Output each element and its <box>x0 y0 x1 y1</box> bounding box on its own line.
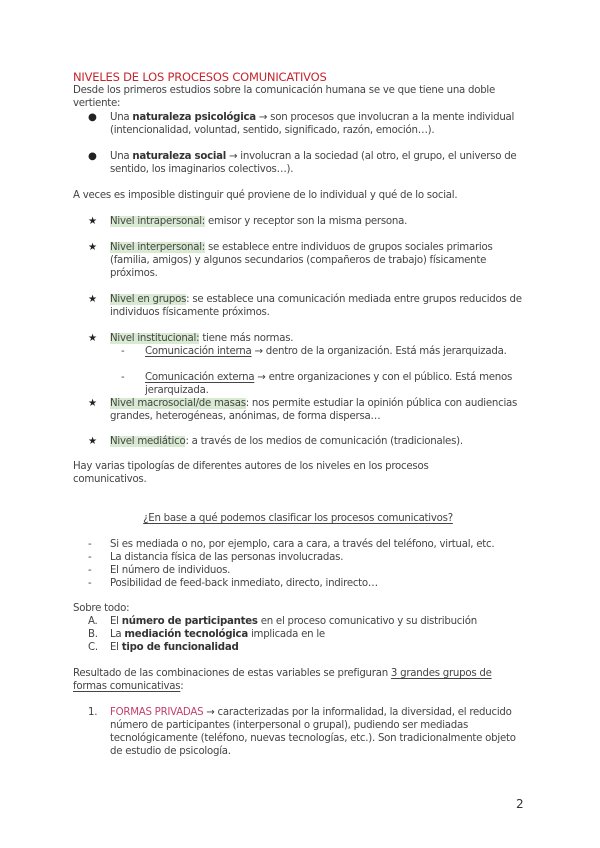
star-icon: ★ <box>88 294 97 305</box>
sobre-todo-label: Sobre todo: <box>73 603 130 614</box>
resultado-paragraph: Resultado de las combinaciones de estas variables se prefiguran 3 grandes grupos de formas comunicativas: <box>73 668 492 692</box>
highlight: Nivel institucional: <box>110 333 200 344</box>
star-icon: ★ <box>88 333 97 344</box>
star-icon: ★ <box>88 436 97 447</box>
intro-paragraph: Desde los primeros estudios sobre la comunicación humana se ve que tiene una doble vertiente: <box>73 85 496 109</box>
highlight: Nivel macrosocial/de masas <box>110 398 246 409</box>
highlight: Nivel interpersonal: <box>110 242 205 253</box>
list-item: ★ Nivel intrapersonal: emisor y receptor son la misma persona. <box>88 216 408 227</box>
star-icon: ★ <box>88 216 97 227</box>
star-icon: ★ <box>88 398 97 409</box>
list-item: B. La mediación tecnológica implicada en le <box>88 629 325 640</box>
list-item: ● Una naturaleza social → involucran a la sociedad (al otro, el grupo, el universo de sentido, los imaginarios colectivos…). <box>88 151 517 175</box>
page-number: 2 <box>516 797 524 811</box>
dash-icon: - <box>88 578 92 589</box>
list-item: ★ Nivel mediático: a través de los medios de comunicación (tradicionales). <box>88 436 463 447</box>
dash-icon: - <box>88 552 92 563</box>
link: Comunicación interna <box>145 346 252 357</box>
list-item: ★ Nivel institucional: tiene más normas. <box>88 333 294 344</box>
note-paragraph: A veces es imposible distinguir qué proviene de lo individual y qué de lo social. <box>73 190 458 201</box>
list-item: - La distancia física de las personas involucradas. <box>88 552 344 563</box>
list-item: ★ Nivel interpersonal: se establece entre individuos de grupos sociales primarios (familia, amigos) y algunos secundarios (compañeros de trabajo) físicamente próximos. <box>88 242 493 279</box>
question-heading: ¿En base a qué podemos clasificar los procesos comunicativos? <box>143 513 453 524</box>
section-title: NIVELES DE LOS PROCESOS COMUNICATIVOS <box>73 70 327 84</box>
dash-icon: - <box>121 346 125 357</box>
highlight: Nivel mediático <box>110 436 186 447</box>
highlight: Nivel intrapersonal: <box>110 216 205 227</box>
list-item: - El número de individuos. <box>88 565 231 576</box>
bullet-icon: ● <box>88 112 97 123</box>
list-item: C. El tipo de funcionalidad <box>88 642 239 653</box>
dash-icon: - <box>88 539 92 550</box>
list-item: ★ Nivel en grupos: se establece una comunicación mediada entre grupos reducidos de individuos físicamente próximos. <box>88 294 522 318</box>
sub-list-item: - Comunicación externa → entre organizaciones y con el público. Está menos jerarquizada. <box>121 372 513 396</box>
list-item: - Si es mediada o no, por ejemplo, cara a cara, a través del teléfono, virtual, etc. <box>88 539 495 550</box>
highlight: Nivel en grupos <box>110 294 187 305</box>
link: Comunicación externa <box>145 372 255 383</box>
list-item: ● Una naturaleza psicológica → son procesos que involucran a la mente individual (intencionalidad, voluntad, sentido, significado, razón, emoción…). <box>88 112 515 136</box>
list-item: - Posibilidad de feed-back inmediato, directo, indirecto… <box>88 578 378 589</box>
dash-icon: - <box>88 565 92 576</box>
star-icon: ★ <box>88 242 97 253</box>
tipologias-paragraph: Hay varias tipologías de diferentes autores de los niveles en los procesos comunicativos. <box>73 461 429 485</box>
bullet-icon: ● <box>88 151 97 162</box>
list-item: A. El número de participantes en el proceso comunicativo y su distribución <box>88 616 477 627</box>
dash-icon: - <box>121 372 125 383</box>
list-item: 1. FORMAS PRIVADAS → caracterizadas por la informalidad, la diversidad, el reducido número de participantes (interpersonal o grupal), pudiendo ser mediadas tecnológicamente (teléfono, nuevas tecnologías, etc.). Son tradicionalmente objeto de estudio de psicología. <box>88 707 516 757</box>
sub-list-item: - Comunicación interna → dentro de la organización. Está más jerarquizada. <box>121 346 507 357</box>
list-item: ★ Nivel macrosocial/de masas: nos permite estudiar la opinión pública con audiencias grandes, heterogéneas, anónimas, de forma dispersa… <box>88 398 518 422</box>
